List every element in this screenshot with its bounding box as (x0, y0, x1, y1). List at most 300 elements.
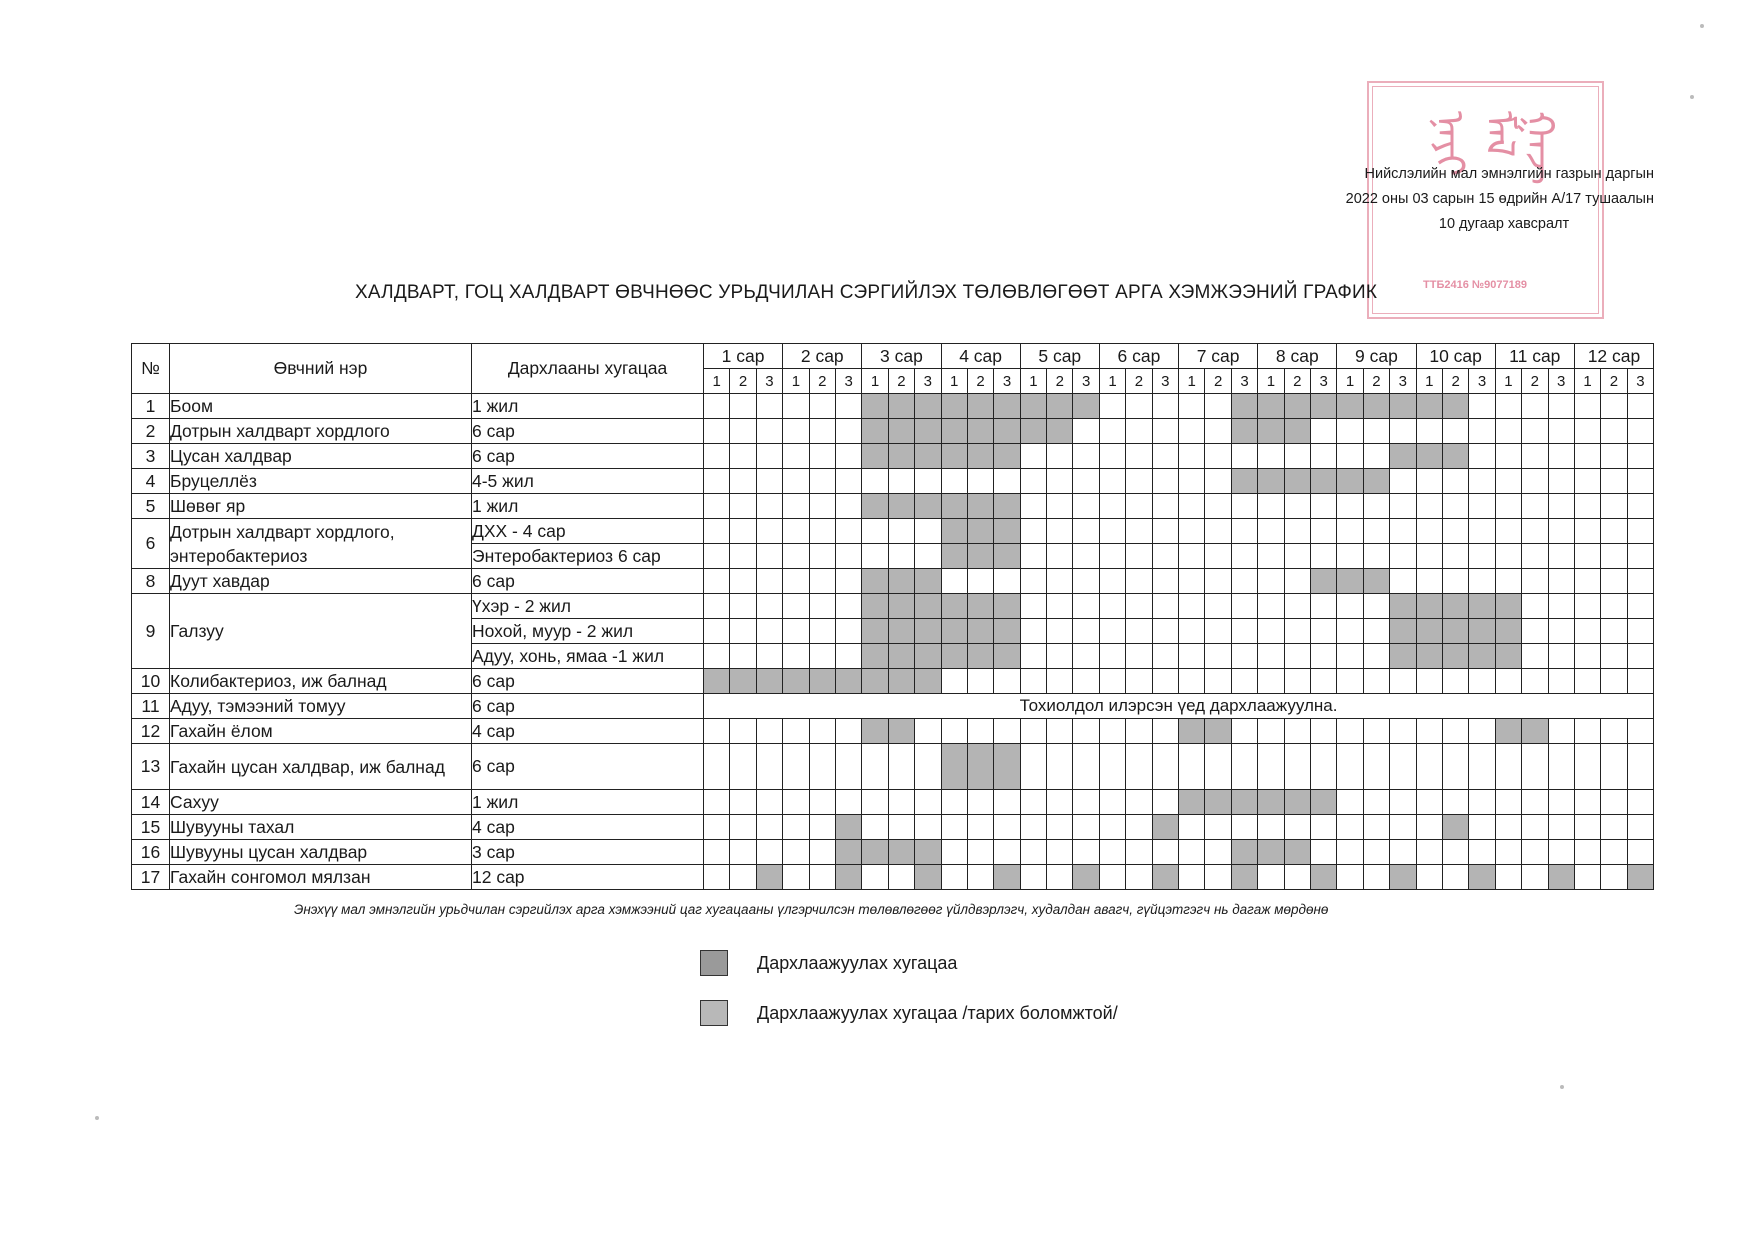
schedule-cell (1548, 669, 1574, 694)
schedule-cell-shaded (1442, 619, 1468, 644)
schedule-cell (704, 790, 730, 815)
schedule-cell (1099, 469, 1125, 494)
schedule-cell (1337, 790, 1363, 815)
schedule-cell (783, 544, 809, 569)
header-dekad: 1 (862, 369, 888, 394)
schedule-cell (704, 619, 730, 644)
schedule-cell (1310, 594, 1336, 619)
schedule-cell (1363, 619, 1389, 644)
schedule-cell (783, 519, 809, 544)
schedule-cell (1258, 494, 1284, 519)
schedule-cell-shaded (941, 594, 967, 619)
schedule-cell (1258, 669, 1284, 694)
schedule-cell (1310, 494, 1336, 519)
schedule-cell (862, 519, 888, 544)
table-row (132, 744, 1654, 790)
schedule-cell (1231, 719, 1257, 744)
header-dekad: 2 (1205, 369, 1231, 394)
schedule-cell-shaded (941, 544, 967, 569)
row-immunity-duration: 6 сар (472, 419, 704, 444)
schedule-cell (1073, 719, 1099, 744)
schedule-cell (1548, 569, 1574, 594)
schedule-cell (1310, 669, 1336, 694)
row-immunity-duration: Үхэр - 2 жил (472, 594, 704, 619)
schedule-cell-shaded (1231, 865, 1257, 890)
schedule-cell (1205, 394, 1231, 419)
schedule-cell (1548, 744, 1574, 790)
schedule-cell-shaded (1390, 394, 1416, 419)
schedule-cell (1047, 569, 1073, 594)
schedule-cell (941, 790, 967, 815)
schedule-cell (1231, 494, 1257, 519)
schedule-cell (1522, 840, 1548, 865)
schedule-cell (1337, 544, 1363, 569)
schedule-cell (967, 840, 993, 865)
schedule-cell (1574, 790, 1600, 815)
schedule-cell (1495, 815, 1521, 840)
schedule-cell (1205, 619, 1231, 644)
stamp-script-3: ᠭᠠᠵ (1516, 111, 1562, 186)
schedule-cell-shaded (1416, 394, 1442, 419)
schedule-cell (783, 840, 809, 865)
schedule-cell (1495, 790, 1521, 815)
schedule-cell-shaded (941, 619, 967, 644)
header-month: 1 сар (704, 344, 783, 369)
schedule-cell (1442, 719, 1468, 744)
header-dekad: 3 (915, 369, 941, 394)
header-month: 12 сар (1574, 344, 1653, 369)
schedule-cell-shaded (756, 669, 782, 694)
schedule-cell (1179, 569, 1205, 594)
header-dekad: 3 (994, 369, 1020, 394)
schedule-cell (1258, 444, 1284, 469)
schedule-cell-shaded (862, 719, 888, 744)
schedule-cell-shaded (967, 519, 993, 544)
schedule-cell (1020, 544, 1046, 569)
schedule-cell (1627, 744, 1653, 790)
schedule-cell (1179, 865, 1205, 890)
schedule-cell (1179, 469, 1205, 494)
schedule-cell (756, 394, 782, 419)
schedule-cell (1258, 865, 1284, 890)
schedule-cell-shaded (1442, 644, 1468, 669)
schedule-cell-shaded (1363, 394, 1389, 419)
schedule-cell (862, 790, 888, 815)
schedule-cell-shaded (994, 865, 1020, 890)
schedule-cell (1152, 594, 1178, 619)
header-dekad: 1 (1337, 369, 1363, 394)
schedule-cell (730, 644, 756, 669)
schedule-cell (1310, 619, 1336, 644)
schedule-cell (1627, 444, 1653, 469)
table-row (132, 444, 1654, 469)
schedule-cell (1601, 719, 1627, 744)
schedule-cell (1126, 644, 1152, 669)
schedule-cell (1205, 444, 1231, 469)
schedule-cell (994, 719, 1020, 744)
schedule-cell (1258, 544, 1284, 569)
schedule-cell (1627, 815, 1653, 840)
schedule-cell (888, 865, 914, 890)
schedule-cell (1522, 419, 1548, 444)
schedule-cell-shaded (1284, 840, 1310, 865)
schedule-cell (1442, 840, 1468, 865)
schedule-cell (1179, 444, 1205, 469)
schedule-cell (704, 469, 730, 494)
vaccination-schedule-table (131, 343, 1654, 890)
schedule-cell (1522, 790, 1548, 815)
schedule-cell (1099, 519, 1125, 544)
schedule-cell (1442, 494, 1468, 519)
schedule-cell-shaded (1205, 719, 1231, 744)
schedule-cell (1337, 719, 1363, 744)
schedule-cell (1601, 419, 1627, 444)
schedule-cell-shaded (862, 619, 888, 644)
schedule-cell (783, 394, 809, 419)
schedule-cell (730, 719, 756, 744)
row-immunity-duration: 6 сар (472, 569, 704, 594)
schedule-cell (1099, 790, 1125, 815)
schedule-cell (1099, 419, 1125, 444)
schedule-cell (1047, 840, 1073, 865)
schedule-cell-shaded (1390, 865, 1416, 890)
schedule-cell (941, 865, 967, 890)
schedule-cell (1548, 494, 1574, 519)
schedule-cell (1179, 494, 1205, 519)
header-month: 8 сар (1258, 344, 1337, 369)
header-dekad: 2 (1126, 369, 1152, 394)
schedule-cell (1231, 569, 1257, 594)
schedule-cell (756, 790, 782, 815)
schedule-cell (1099, 494, 1125, 519)
schedule-cell-shaded (1205, 790, 1231, 815)
schedule-cell (1205, 569, 1231, 594)
schedule-cell (888, 815, 914, 840)
table-row (132, 669, 1654, 694)
schedule-cell (888, 519, 914, 544)
schedule-cell (1416, 469, 1442, 494)
schedule-cell (1020, 594, 1046, 619)
row-number: 13 (132, 744, 170, 790)
schedule-cell-shaded (888, 569, 914, 594)
schedule-cell (730, 394, 756, 419)
schedule-cell (1548, 394, 1574, 419)
schedule-cell-shaded (941, 494, 967, 519)
schedule-cell (1574, 444, 1600, 469)
schedule-cell (862, 744, 888, 790)
schedule-cell-shaded (1310, 569, 1336, 594)
schedule-cell (1469, 815, 1495, 840)
schedule-cell-shaded (888, 444, 914, 469)
schedule-cell (1179, 619, 1205, 644)
schedule-cell (1073, 644, 1099, 669)
schedule-cell (1126, 669, 1152, 694)
schedule-cell-shaded (1548, 865, 1574, 890)
schedule-cell (941, 569, 967, 594)
schedule-cell (1469, 790, 1495, 815)
schedule-cell (967, 669, 993, 694)
schedule-cell (835, 744, 861, 790)
schedule-cell (1363, 669, 1389, 694)
schedule-cell (756, 744, 782, 790)
schedule-cell (915, 469, 941, 494)
header-dekad: 3 (1469, 369, 1495, 394)
schedule-cell-shaded (1337, 469, 1363, 494)
schedule-cell (835, 644, 861, 669)
table-row (132, 790, 1654, 815)
schedule-cell-shaded (1363, 569, 1389, 594)
schedule-cell (1284, 569, 1310, 594)
schedule-cell-shaded (967, 619, 993, 644)
schedule-cell (1601, 569, 1627, 594)
schedule-cell (1627, 569, 1653, 594)
schedule-cell (1310, 719, 1336, 744)
row-number: 14 (132, 790, 170, 815)
schedule-cell (1284, 644, 1310, 669)
header-dekad: 1 (1179, 369, 1205, 394)
schedule-cell (1442, 419, 1468, 444)
schedule-cell-shaded (1469, 619, 1495, 644)
schedule-cell (888, 469, 914, 494)
schedule-cell (1126, 444, 1152, 469)
schedule-cell-shaded (888, 494, 914, 519)
scan-speck (95, 1116, 99, 1120)
schedule-cell-shaded (967, 544, 993, 569)
schedule-cell-shaded (1469, 644, 1495, 669)
schedule-cell (1363, 494, 1389, 519)
schedule-cell-shaded (1442, 444, 1468, 469)
schedule-cell-shaded (1020, 419, 1046, 444)
row-disease-name: Боом (170, 394, 472, 419)
header-dekad: 1 (1099, 369, 1125, 394)
schedule-cell (1548, 644, 1574, 669)
schedule-cell (756, 544, 782, 569)
schedule-cell (1020, 669, 1046, 694)
header-dekad: 2 (888, 369, 914, 394)
schedule-cell (1416, 790, 1442, 815)
schedule-cell (835, 394, 861, 419)
schedule-cell (1126, 519, 1152, 544)
document-title: ХАЛДВАРТ, ГОЦ ХАЛДВАРТ ӨВЧНӨӨС УРЬДЧИЛАН СЭРГИЙЛЭХ ТӨЛӨВЛӨГӨӨТ АРГА ХЭМЖЭЭНИЙ ГРАФИК (355, 282, 1378, 303)
schedule-cell (1205, 644, 1231, 669)
schedule-cell-shaded (967, 644, 993, 669)
schedule-cell (1310, 444, 1336, 469)
schedule-cell (1627, 519, 1653, 544)
schedule-cell (1099, 544, 1125, 569)
schedule-cell (704, 840, 730, 865)
schedule-cell (704, 644, 730, 669)
schedule-cell (1284, 815, 1310, 840)
schedule-cell (1099, 594, 1125, 619)
schedule-cell-shaded (1522, 719, 1548, 744)
schedule-cell (1152, 469, 1178, 494)
schedule-cell-shaded (994, 644, 1020, 669)
schedule-cell (915, 544, 941, 569)
schedule-cell-shaded (888, 394, 914, 419)
schedule-cell (1020, 865, 1046, 890)
schedule-cell-shaded (1416, 644, 1442, 669)
schedule-cell (704, 719, 730, 744)
header-dekad: 1 (1258, 369, 1284, 394)
schedule-cell (1548, 544, 1574, 569)
schedule-cell (941, 719, 967, 744)
schedule-cell (1152, 494, 1178, 519)
row-immunity-duration: 1 жил (472, 494, 704, 519)
schedule-cell (1047, 744, 1073, 790)
schedule-cell (835, 519, 861, 544)
row-immunity-duration: 1 жил (472, 394, 704, 419)
schedule-cell (1574, 394, 1600, 419)
row-immunity-duration: Энтеробактериоз 6 сар (472, 544, 704, 569)
schedule-cell (783, 419, 809, 444)
schedule-cell (756, 619, 782, 644)
schedule-cell-shaded (1258, 790, 1284, 815)
schedule-cell-shaded (835, 815, 861, 840)
schedule-cell (1126, 419, 1152, 444)
schedule-cell (1152, 744, 1178, 790)
schedule-cell (1574, 519, 1600, 544)
schedule-cell (730, 444, 756, 469)
schedule-cell (1258, 815, 1284, 840)
schedule-cell (756, 444, 782, 469)
schedule-cell (1574, 494, 1600, 519)
schedule-cell (1574, 644, 1600, 669)
header-dekad: 2 (730, 369, 756, 394)
schedule-cell (809, 865, 835, 890)
schedule-cell (915, 815, 941, 840)
schedule-cell (1152, 444, 1178, 469)
row-immunity-duration: 4-5 жил (472, 469, 704, 494)
header-dekad: 2 (1363, 369, 1389, 394)
schedule-cell (1627, 840, 1653, 865)
schedule-cell (1231, 594, 1257, 619)
schedule-cell-shaded (915, 569, 941, 594)
schedule-cell-shaded (1390, 619, 1416, 644)
schedule-cell-shaded (1363, 469, 1389, 494)
header-dekad: 2 (1601, 369, 1627, 394)
table-row (132, 594, 1654, 619)
row-disease-name: Шувууны цусан халдвар (170, 840, 472, 865)
schedule-cell (1469, 840, 1495, 865)
schedule-cell (1416, 419, 1442, 444)
header-dekad: 3 (1073, 369, 1099, 394)
schedule-cell (1231, 519, 1257, 544)
schedule-cell (967, 790, 993, 815)
schedule-cell (809, 840, 835, 865)
schedule-cell (1073, 790, 1099, 815)
schedule-cell-shaded (862, 644, 888, 669)
schedule-cell (1442, 790, 1468, 815)
schedule-cell (888, 544, 914, 569)
schedule-cell-shaded (862, 394, 888, 419)
schedule-cell (1522, 644, 1548, 669)
legend-label-2: Дархлаажуулах хугацаа /тарих боломжтой/ (757, 1003, 1118, 1023)
row-disease-name: Шувууны тахал (170, 815, 472, 840)
schedule-cell-shaded (1337, 394, 1363, 419)
schedule-cell (1495, 865, 1521, 890)
schedule-cell-shaded (1179, 719, 1205, 744)
schedule-cell (1601, 494, 1627, 519)
row-disease-name: Гахайн цусан халдвар, иж балнад (170, 744, 472, 790)
schedule-cell (1442, 569, 1468, 594)
schedule-cell (1469, 569, 1495, 594)
schedule-cell (1495, 840, 1521, 865)
schedule-cell-shaded (941, 744, 967, 790)
schedule-cell (809, 790, 835, 815)
schedule-cell (1416, 719, 1442, 744)
schedule-cell-shaded (1152, 865, 1178, 890)
schedule-cell (1574, 544, 1600, 569)
schedule-cell (1363, 744, 1389, 790)
header-dekad: 1 (704, 369, 730, 394)
schedule-cell (1047, 544, 1073, 569)
schedule-cell-shaded (941, 519, 967, 544)
schedule-cell (1152, 519, 1178, 544)
schedule-cell (1627, 719, 1653, 744)
row-disease-name: Колибактериоз, иж балнад (170, 669, 472, 694)
row-disease-name: Галзуу (170, 594, 472, 669)
schedule-cell (1363, 544, 1389, 569)
schedule-cell (1284, 544, 1310, 569)
schedule-cell (835, 469, 861, 494)
schedule-cell (809, 494, 835, 519)
schedule-cell (809, 719, 835, 744)
table-row (132, 519, 1654, 544)
schedule-cell (1073, 569, 1099, 594)
schedule-cell (1469, 419, 1495, 444)
schedule-cell (1495, 569, 1521, 594)
schedule-cell (1363, 594, 1389, 619)
schedule-cell (1442, 469, 1468, 494)
schedule-cell-shaded (835, 840, 861, 865)
schedule-cell (756, 569, 782, 594)
row-number: 1 (132, 394, 170, 419)
schedule-cell-shaded (915, 419, 941, 444)
schedule-cell-shaded (1416, 619, 1442, 644)
schedule-cell-shaded (1231, 790, 1257, 815)
schedule-cell (1522, 469, 1548, 494)
schedule-cell (1179, 644, 1205, 669)
row-disease-name: Цусан халдвар (170, 444, 472, 469)
schedule-cell (1574, 569, 1600, 594)
schedule-cell (730, 840, 756, 865)
schedule-cell (809, 519, 835, 544)
schedule-cell (1152, 719, 1178, 744)
schedule-cell (1020, 494, 1046, 519)
schedule-cell-shaded (1416, 444, 1442, 469)
schedule-cell (1099, 865, 1125, 890)
schedule-cell (1522, 865, 1548, 890)
schedule-cell (1126, 569, 1152, 594)
stamp-code: ТТБ2416 №9077189 (1423, 279, 1527, 291)
header-month: 9 сар (1337, 344, 1416, 369)
row-immunity-duration: 1 жил (472, 790, 704, 815)
schedule-cell (1522, 394, 1548, 419)
schedule-cell (1627, 669, 1653, 694)
schedule-cell-shaded (1231, 469, 1257, 494)
schedule-cell (756, 644, 782, 669)
schedule-cell (783, 644, 809, 669)
schedule-cell (1363, 419, 1389, 444)
legend-swatch-2 (700, 1000, 728, 1026)
schedule-cell (809, 419, 835, 444)
row-number: 4 (132, 469, 170, 494)
schedule-cell (1047, 815, 1073, 840)
row-disease-name: Гахайн сонгомол мялзан (170, 865, 472, 890)
schedule-cell (730, 744, 756, 790)
schedule-cell (1310, 544, 1336, 569)
scan-speck (1560, 1085, 1564, 1089)
